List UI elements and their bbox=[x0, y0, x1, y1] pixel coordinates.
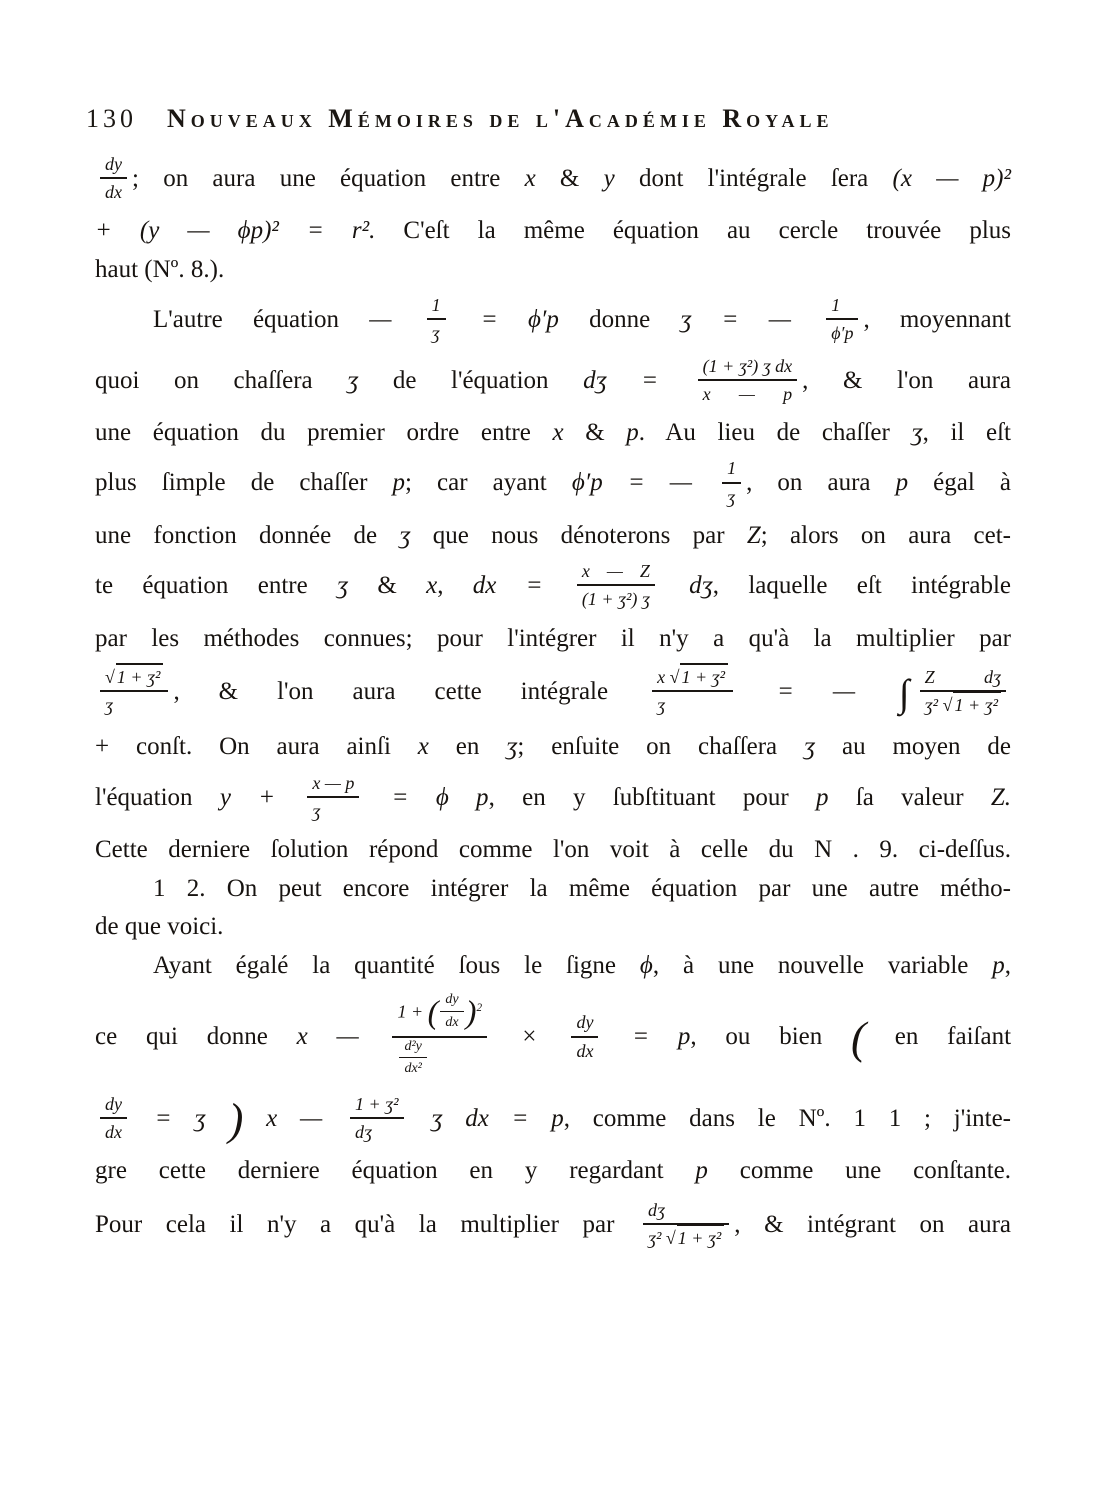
math-run: (1 + ʒ²) ʒ dx bbox=[702, 355, 793, 376]
text-line bbox=[95, 1093, 1012, 1145]
math-run: ʒ bbox=[347, 366, 359, 394]
fraction-denominator bbox=[307, 798, 359, 821]
text-run: , il eſt bbox=[922, 418, 1011, 446]
radical-vinculum bbox=[953, 691, 1001, 715]
math-run: x bbox=[552, 418, 564, 446]
text-line bbox=[95, 156, 1011, 204]
radical-vinculum bbox=[677, 1224, 725, 1248]
math-run: ʒ² bbox=[924, 695, 943, 716]
text-line bbox=[95, 772, 1011, 823]
text-line bbox=[95, 1156, 1011, 1187]
fraction-numerator bbox=[350, 1094, 404, 1119]
radical-sign: √ bbox=[942, 695, 953, 716]
fraction-numerator bbox=[399, 1039, 426, 1059]
math-run: (1 + ʒ²) ʒ bbox=[581, 589, 650, 610]
fraction-denominator bbox=[643, 1225, 729, 1248]
big-paren: ( bbox=[851, 1013, 867, 1064]
text-run: donne bbox=[558, 306, 681, 334]
text-run: + conſt. On aura ainſi bbox=[95, 733, 418, 761]
fraction-numerator bbox=[392, 994, 487, 1037]
fraction-numerator bbox=[571, 1012, 598, 1037]
fraction-numerator bbox=[100, 154, 127, 179]
text-line bbox=[95, 835, 1011, 866]
math-run: 1 + ʒ² bbox=[116, 667, 161, 688]
paragraph bbox=[95, 297, 1011, 865]
text-run: plus ſimple de chaſſer bbox=[95, 469, 393, 497]
text-run: , & l'on aura bbox=[802, 366, 1011, 394]
radical bbox=[670, 667, 728, 687]
fraction-numerator bbox=[652, 667, 733, 692]
math-run: dx = bbox=[472, 572, 572, 600]
math-run: x — p bbox=[312, 772, 355, 793]
math-run: 1 + ʒ² bbox=[681, 667, 726, 688]
paragraph bbox=[95, 874, 1011, 943]
big-paren: ( bbox=[427, 995, 439, 1032]
big-paren: ) bbox=[228, 1094, 244, 1145]
big-paren: ) bbox=[465, 995, 477, 1032]
math-run: dʒ bbox=[647, 1199, 665, 1220]
math-run: d²y bbox=[404, 1038, 422, 1054]
text-run: l'équation bbox=[95, 783, 220, 811]
fraction bbox=[399, 1039, 426, 1077]
math-run: ʒ bbox=[312, 801, 321, 822]
text-run: une fonction donnée de bbox=[95, 521, 400, 549]
paragraph bbox=[95, 156, 1011, 285]
text-run: égal à bbox=[908, 469, 1011, 497]
fraction-numerator bbox=[722, 458, 741, 483]
math-run: x — Z bbox=[581, 561, 650, 582]
math-run: dy bbox=[105, 154, 122, 174]
math-run: dx bbox=[105, 1122, 122, 1143]
fraction-denominator bbox=[350, 1119, 404, 1142]
math-run: p bbox=[895, 469, 909, 497]
text-run: , on aura bbox=[746, 469, 896, 497]
math-run: dʒ bbox=[355, 1122, 373, 1143]
math-run: 1 bbox=[831, 295, 841, 316]
text-line bbox=[95, 624, 1011, 655]
fraction bbox=[826, 295, 858, 343]
fraction bbox=[100, 667, 168, 715]
fraction-denominator bbox=[100, 1119, 127, 1142]
text-run: que nous dénoterons par bbox=[410, 521, 747, 549]
text-run: au moyen de bbox=[815, 733, 1012, 761]
math-run: y + bbox=[219, 783, 303, 811]
text-line bbox=[95, 355, 1011, 406]
fraction bbox=[100, 1094, 127, 1142]
text-run: haut (Nº. 8.). bbox=[95, 255, 225, 283]
math-run: ϕ bbox=[639, 951, 653, 979]
math-run: p bbox=[392, 469, 405, 497]
fraction-denominator bbox=[577, 586, 655, 609]
text-line bbox=[95, 992, 1012, 1081]
text-run: 1 2. On peut encore intégrer la même équation par une autre métho- bbox=[153, 874, 1011, 902]
math-run: ʒ bbox=[911, 418, 923, 446]
math-run: p bbox=[992, 951, 1005, 979]
radical-sign: √ bbox=[669, 667, 680, 688]
text-line bbox=[95, 874, 1011, 905]
fraction-numerator bbox=[427, 295, 446, 320]
text-line bbox=[95, 216, 1011, 247]
text-run: , laquelle eſt intégrable bbox=[712, 572, 1011, 600]
math-run: ʒ bbox=[657, 695, 666, 716]
text-run: , comme dans le Nº. 1 1 ; j'inte- bbox=[563, 1104, 1012, 1132]
text-run: par les méthodes connues; pour l'intégrer il n'y a qu'à la multiplier par bbox=[95, 624, 1011, 652]
math-run: ʒ = — bbox=[680, 306, 822, 334]
fraction bbox=[100, 154, 127, 202]
radical-sign: √ bbox=[105, 667, 115, 688]
text-line bbox=[95, 951, 1011, 982]
math-run: ʒ bbox=[804, 733, 816, 761]
math-run: x — bbox=[296, 1023, 388, 1051]
math-run: Z bbox=[746, 521, 761, 549]
math-run: ʒ bbox=[431, 323, 440, 344]
math-run: Z. bbox=[990, 783, 1011, 811]
math-run: dʒ bbox=[659, 572, 713, 600]
fraction-denominator bbox=[722, 484, 741, 507]
math-run: 1 + bbox=[397, 1001, 428, 1022]
text-run: , ou bien bbox=[690, 1023, 852, 1051]
math-run: dx bbox=[445, 1014, 459, 1030]
fraction bbox=[722, 458, 741, 506]
math-run: y bbox=[603, 164, 615, 192]
radical-sign: √ bbox=[665, 1227, 676, 1248]
fraction-denominator bbox=[440, 1012, 463, 1031]
fraction bbox=[392, 994, 487, 1079]
math-run: ʒ bbox=[105, 695, 113, 716]
fraction bbox=[440, 992, 463, 1030]
math-run: ʒ bbox=[399, 521, 411, 549]
text-run: une équation du premier ordre entre bbox=[95, 418, 553, 446]
text-run: ſa valeur bbox=[828, 783, 991, 811]
header-title: Nouveaux Mémoires de l'Académie Royale bbox=[167, 104, 834, 133]
math-run: p bbox=[626, 418, 639, 446]
fraction-denominator bbox=[399, 1058, 426, 1077]
fraction-denominator bbox=[698, 381, 798, 404]
fraction bbox=[350, 1094, 404, 1142]
fraction-numerator bbox=[698, 356, 798, 381]
fraction bbox=[571, 1012, 598, 1060]
fraction-numerator bbox=[307, 773, 359, 798]
fraction-denominator bbox=[427, 320, 446, 343]
text-run: Ayant égalé la quantité ſous le ſigne bbox=[153, 951, 640, 979]
math-run: Z dʒ bbox=[924, 667, 1001, 688]
text-run: dont l'intégrale ſera bbox=[614, 164, 893, 192]
text-run: ; alors on aura cet- bbox=[760, 521, 1011, 549]
text-line bbox=[95, 418, 1011, 449]
math-run: ʒ bbox=[506, 733, 518, 761]
fraction bbox=[577, 561, 655, 609]
math-run: 1 + ʒ² bbox=[677, 1227, 722, 1248]
text-line bbox=[95, 912, 1011, 943]
math-run: 1 + ʒ² bbox=[954, 695, 998, 716]
fraction-denominator bbox=[571, 1038, 598, 1061]
math-run: p bbox=[695, 1157, 708, 1185]
math-run: dy bbox=[445, 992, 459, 1008]
text-run: , & intégrant on aura bbox=[734, 1210, 1011, 1238]
math-run: x bbox=[417, 733, 429, 761]
text-run: L'autre équation bbox=[153, 306, 370, 334]
math-run: dx bbox=[105, 182, 122, 203]
math-run: dy bbox=[576, 1012, 594, 1033]
math-run: + (y — ϕp)² = r². bbox=[95, 217, 376, 245]
text-run: . Au lieu de chaſſer bbox=[638, 418, 912, 446]
math-run: = ϕ p bbox=[364, 783, 489, 811]
math-run: dx² bbox=[404, 1061, 422, 1077]
fraction-numerator bbox=[577, 561, 655, 586]
math-run: (x — p)² bbox=[892, 164, 1011, 192]
math-run: × bbox=[492, 1023, 567, 1051]
radical bbox=[105, 667, 163, 687]
radical bbox=[943, 695, 1001, 715]
fraction-numerator bbox=[440, 992, 463, 1012]
text-run: te équation entre bbox=[95, 572, 337, 600]
text-line bbox=[95, 521, 1011, 552]
text-run: ce qui donne bbox=[95, 1023, 297, 1051]
text-run: C'eſt la même équation au cercle trouvée plus bbox=[375, 217, 1011, 245]
text-run: de l'équation bbox=[358, 366, 584, 394]
text-line bbox=[95, 669, 1011, 717]
math-run: dy bbox=[105, 1093, 122, 1114]
math-run: x — p bbox=[702, 383, 793, 404]
math-run: 1 bbox=[431, 295, 441, 316]
math-run: = — bbox=[738, 677, 895, 705]
math-run: ʒ dx = p bbox=[408, 1104, 564, 1132]
text-run: en bbox=[428, 733, 507, 761]
fraction bbox=[427, 295, 446, 343]
page-number: 130 bbox=[86, 104, 137, 133]
text-run: , bbox=[437, 572, 473, 600]
paragraph bbox=[95, 951, 1011, 1250]
fraction-numerator bbox=[643, 1200, 729, 1225]
fraction bbox=[652, 667, 733, 715]
math-run: dʒ = bbox=[583, 366, 693, 394]
text-run: Pour cela il n'y a qu'à la multiplier par bbox=[95, 1210, 638, 1238]
text-run: , en y ſubſtituant pour bbox=[488, 783, 816, 811]
page-header bbox=[0, 0, 1100, 134]
text-run: , bbox=[1004, 951, 1011, 979]
text-run: & bbox=[563, 418, 627, 446]
text-line bbox=[95, 460, 1011, 508]
math-run: dx bbox=[576, 1040, 594, 1061]
text-run: de que voici. bbox=[95, 913, 224, 941]
fraction-numerator bbox=[920, 667, 1006, 692]
text-line bbox=[95, 297, 1011, 345]
fraction-denominator bbox=[826, 320, 858, 343]
text-run: comme une conſtante. bbox=[707, 1157, 1011, 1185]
fraction-denominator bbox=[100, 179, 127, 202]
fraction-numerator bbox=[826, 295, 858, 320]
text-run: , moyennant bbox=[863, 306, 1011, 334]
text-run: ; on aura une équation entre bbox=[132, 164, 525, 192]
math-run: ϕ′p = — bbox=[571, 469, 718, 497]
integral-sign: ∫ bbox=[899, 671, 910, 715]
math-run: — bbox=[369, 306, 422, 334]
fraction-denominator bbox=[652, 692, 733, 715]
text-run: , à une nouvelle variable bbox=[652, 951, 993, 979]
math-run: ϕ′p bbox=[831, 323, 854, 344]
text-run: gre cette derniere équation en y regardant bbox=[95, 1157, 696, 1185]
text-run: Cette derniere ſolution répond comme l'on voit à celle du N . 9. ci-deſſus. bbox=[95, 836, 1011, 864]
radical-vinculum bbox=[116, 663, 164, 687]
fraction bbox=[698, 356, 798, 404]
text-run: en faiſant bbox=[866, 1023, 1012, 1051]
radical bbox=[666, 1228, 724, 1248]
math-run: = ʒ bbox=[132, 1104, 229, 1132]
fraction-numerator bbox=[100, 667, 168, 692]
math-run: = ϕ′p bbox=[450, 306, 559, 334]
radical-vinculum bbox=[680, 663, 728, 687]
fraction-denominator bbox=[392, 1038, 487, 1079]
fraction-denominator bbox=[100, 692, 168, 715]
fraction-numerator bbox=[100, 1094, 127, 1119]
text-line bbox=[95, 732, 1011, 763]
math-run: p bbox=[815, 783, 829, 811]
text-run: & bbox=[348, 572, 427, 600]
superscript: 2 bbox=[476, 1002, 483, 1015]
text-line bbox=[95, 255, 1011, 286]
fraction bbox=[920, 667, 1006, 715]
math-run: x bbox=[426, 572, 438, 600]
page-body bbox=[95, 156, 1011, 1250]
text-run: ; enſuite on chaſſera bbox=[517, 733, 804, 761]
fraction bbox=[643, 1200, 729, 1248]
text-run: ; car ayant bbox=[404, 469, 572, 497]
text-run: , & l'on aura cette intégrale bbox=[173, 677, 648, 705]
text-run: quoi on chaſſera bbox=[95, 366, 348, 394]
math-run: = p bbox=[603, 1023, 691, 1051]
math-run: x — bbox=[243, 1104, 346, 1132]
math-run: ʒ bbox=[727, 486, 736, 507]
text-run: & bbox=[535, 164, 604, 192]
fraction bbox=[307, 773, 359, 821]
math-run: 1 + ʒ² bbox=[355, 1093, 399, 1114]
math-run: x bbox=[657, 667, 670, 688]
math-run: ʒ bbox=[336, 572, 349, 600]
fraction-denominator bbox=[920, 692, 1006, 715]
math-run: x bbox=[524, 164, 536, 192]
text-line bbox=[95, 563, 1011, 611]
text-line bbox=[95, 1199, 1011, 1250]
math-run: ʒ² bbox=[647, 1227, 666, 1248]
math-run: 1 bbox=[727, 458, 737, 479]
